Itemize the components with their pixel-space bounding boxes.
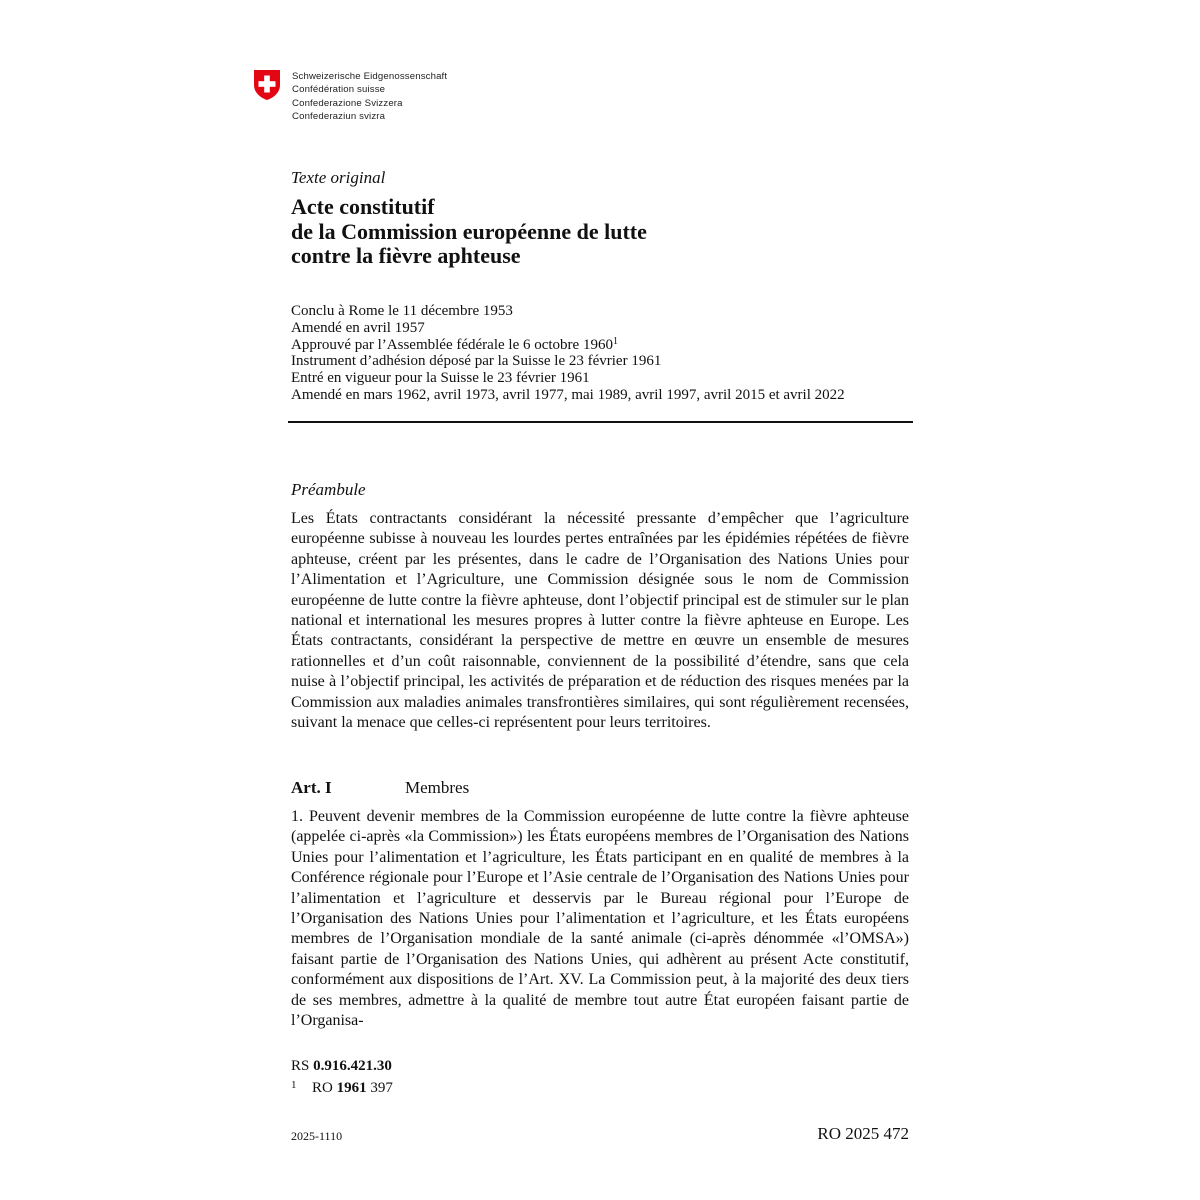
title-line: contre la fièvre aphteuse — [291, 243, 521, 268]
footnote-ro: RO — [312, 1080, 333, 1096]
footnote-year: 1961 — [336, 1080, 367, 1096]
document-code: 2025-1110 — [291, 1129, 343, 1143]
article-title: Membres — [405, 778, 470, 797]
article-paragraph: 1. Peuvent devenir membres de la Commission européenne de lutte contre la fièvre aphteuse (appelée ci-après «la Commission») les États européens membres de l’Organisation des Nations Unies pour l’alimentation et l’agriculture, les États participant en en qualité de membres à la Conférence régionale pour l’Europe et l’Asie centrale de l’Organisation des Nations Unies pour l’alimentation et l’agriculture et desservis par le Bureau régional pour l’Europe de l’Organisation des Nations Unies pour l’alimentation et l’agriculture, et les États européens membres de l’Organisation mondiale de la santé animale (ci-après dénommée «l’OMSA») faisant partie de l’Organisation des Nations Unies, qui adhèrent au présent Acte constitutif, conformément aux dispositions de l’Art. XV. La Commission peut, à la majorité des deux tiers de ses membres, admettre à la qualité de membre tout autre État européen faisant partie de l’Organisa- — [291, 808, 909, 1030]
confederation-name-fr: Confédération suisse — [292, 84, 386, 96]
date-line: Entré en vigueur pour la Suisse le 23 février 1961 — [291, 370, 590, 387]
swiss-cross-shield-icon — [253, 69, 281, 101]
confederation-name-de: Schweizerische Eidgenossenschaft — [292, 71, 448, 82]
rs-number: 0.916.421.30 — [313, 1058, 392, 1074]
article-heading — [291, 778, 469, 798]
date-line-text: Approuvé par l’Assemblée fédérale le 6 octobre 1960 — [291, 336, 613, 353]
confederation-name-rm: Confederaziun svizra — [292, 110, 386, 122]
preambule-paragraph: Les États contractants considérant la nécessité pressante d’empêcher que l’agriculture européenne subisse à nouveau les lourdes pertes entraînées par les épidémies répétées de fièvre aphteuse, créent par les présentes, dans le cadre de l’Organisation des Nations Unies pour l’Alimentation et l’Agriculture, une Commission désignée sous le nom de Commission européenne de lutte contre la fièvre aphteuse, dont l’objectif principal est de stimuler sur le plan national et international les mesures propres à lutter contre la fièvre aphteuse en Europe. Les États contractants, considérant la perspective de mettre en œuvre un ensemble de mesures rationnelles et d’un coût raisonnable, conviennent de la possibilité d’étendre, sans que cela nuise à l’objectif principal, les activités de préparation et de réduction des risques menées par la Commission aux maladies animales transfrontières similaires, qui sont régulièrement recensées, suivant la menace que celles-ci représentent pour leurs territoires. — [291, 510, 909, 732]
date-line: Conclu à Rome le 11 décembre 1953 — [291, 303, 513, 319]
confederation-names — [292, 70, 447, 123]
footnote — [291, 1079, 393, 1097]
date-line: Amendé en avril 1957 — [291, 319, 425, 336]
document-label: Texte original — [291, 168, 386, 187]
date-line: Instrument d’adhésion déposé par la Suisse le 23 février 1961 — [291, 353, 662, 370]
date-line — [291, 337, 845, 354]
rs-reference — [291, 1058, 392, 1075]
article-number: Art. I — [291, 778, 332, 797]
footnote-number: 1 — [291, 1079, 297, 1091]
title-line: de la Commission européenne de lutte — [291, 218, 647, 244]
header-divider — [288, 421, 913, 423]
confederation-name-it: Confederazione Svizzera — [292, 97, 403, 109]
rs-prefix: RS — [291, 1058, 310, 1074]
title-line: Acte constitutif — [291, 194, 435, 219]
document-title — [291, 195, 647, 269]
date-line: Amendé en mars 1962, avril 1973, avril 1977, mai 1989, avril 1997, avril 2015 et avril 2022 — [291, 386, 845, 403]
footnote-marker[interactable]: 1 — [612, 335, 618, 347]
preambule-heading: Préambule — [291, 480, 366, 499]
document-dates — [291, 303, 845, 404]
footnote-page: 397 — [370, 1080, 393, 1096]
ro-reference: RO 2025 472 — [817, 1124, 909, 1143]
